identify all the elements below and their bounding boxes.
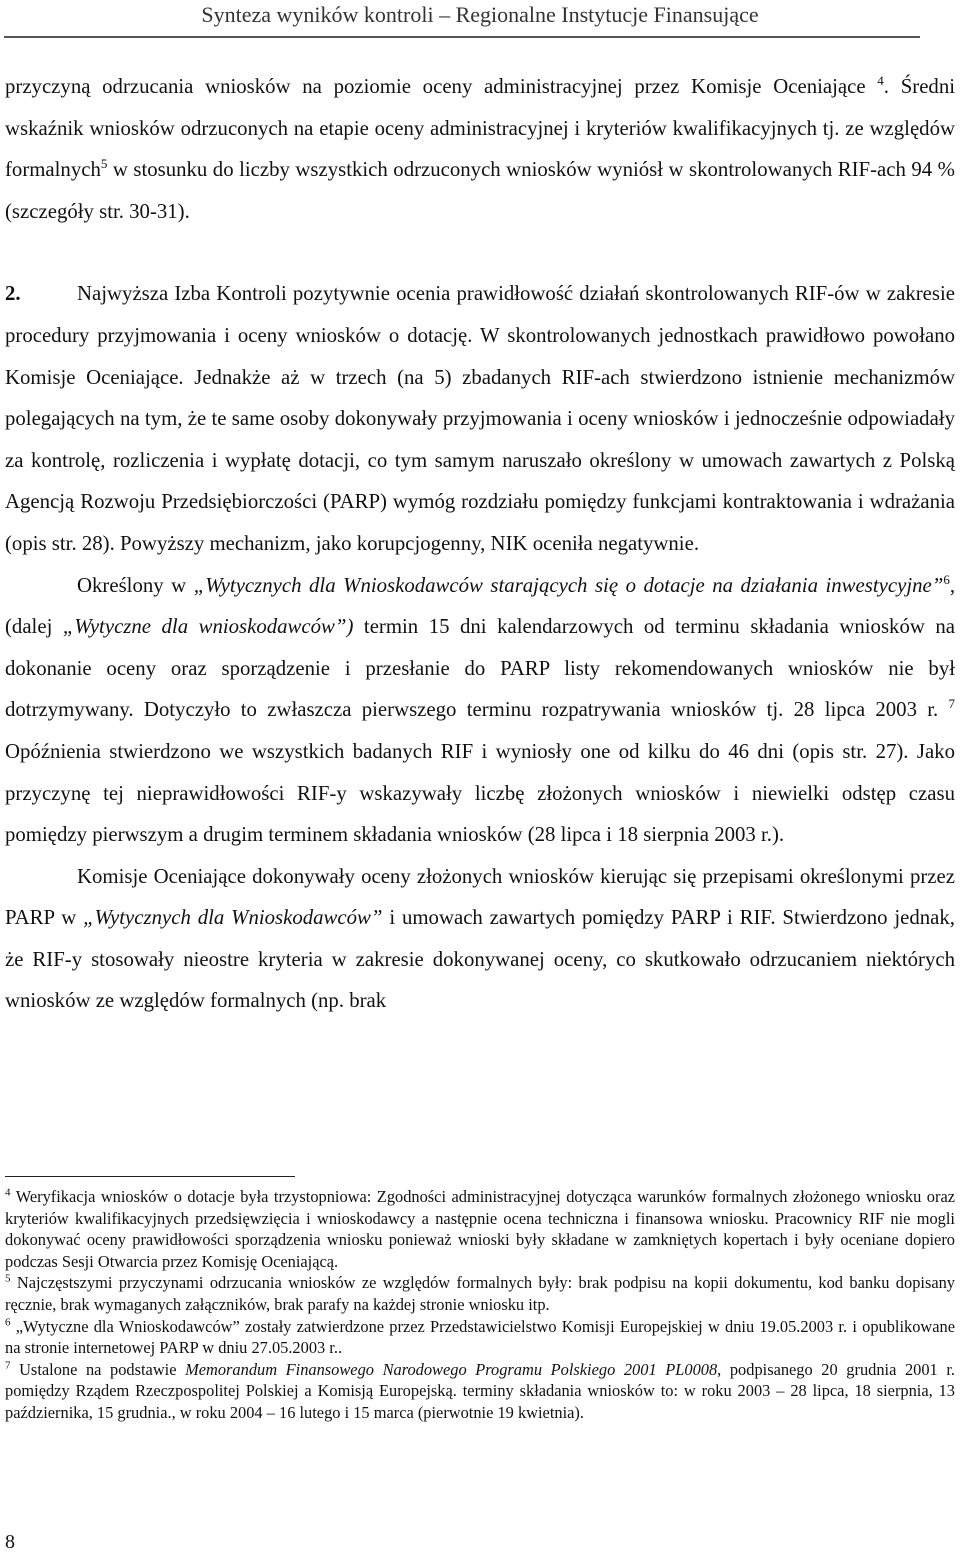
footnote-ref[interactable]: 5	[100, 156, 108, 172]
footnote-4	[5, 1186, 955, 1272]
paragraph-continuation	[5, 66, 955, 232]
footnote-text: , podpisanego 20 grudnia 2001 r. pomiędzy Rządem Rzeczpospolitej Polskiej a Komisją Europejską. terminy składania wniosków to: w roku 2003 – 28 lipca, 18 sierpnia, 13 października, 15 grudnia., w roku 2004 – 16 lutego i 15 marca (pierwotnie 19 kwietnia).	[5, 1359, 955, 1422]
footnote-italic: Memorandum Finansowego Narodowego Programu Polskiego 2001 PL0008	[185, 1359, 718, 1379]
paragraph-number: 2.	[5, 282, 21, 306]
paragraph	[5, 565, 955, 856]
footnote-mark: 6	[5, 1316, 11, 1329]
footnote-text: Weryfikacja wniosków o dotacje była trzystopniowa: Zgodności administracyjnej dotycząca warunków formalnych złożonego wniosku oraz kryteriów kwalifikacyjnych przedsięwzięcia i wnioskodawcy a następnie ocena techniczna i finansowa wniosku. Pracownicy RIF nie mogli dokonywać oceny prawidłowości sporządzenia wniosku ponieważ wnioski były składane w zamkniętych kopertach i były oceniane dopiero podczas Sesji Otwarcia przez Komisję Oceniającą.	[5, 1187, 955, 1271]
body-text	[5, 66, 955, 1022]
text-segment: . Średni wskaźnik wniosków odrzuconych na etapie oceny administracyjnej i kryteriów kwalifikacyjnych tj. ze względów formalnych	[5, 75, 955, 182]
footnote-mark: 7	[5, 1359, 11, 1372]
text-segment: Najwyższa Izba Kontroli pozytywnie ocenia prawidłowość działań skontrolowanych RIF-ów w zakresie procedury przyjmowania i oceny wniosków o dotację. W skontrolowanych jednostkach prawidłowo powołano Komisje Oceniające. Jednakże aż w trzech (na 5) zbadanych RIF-ach stwierdzono istnienie mechanizmów polegających na tym, że te same osoby dokonywały przyjmowania i oceny wniosków i jednocześnie odpowiadały za kontrolę, rozliczenia i wypłatę dotacji, co tym samym naruszało określony w umowach zawartych z Polską Agencją Rozwoju Przedsiębiorczości (PARP) wymóg rozdziału pomiędzy funkcjami kontraktowania i wdrażania (opis str. 28). Powyższy mechanizm, jako korupcjogenny, NIK oceniła negatywnie.	[5, 282, 955, 555]
text-segment: przyczyną odrzucania wniosków na poziomie oceny administracyjnej przez Komisje Oceniające	[5, 75, 878, 98]
text-segment: w stosunku do liczby wszystkich odrzuconych wniosków wyniósł w skontrolowanych RIF-ach 94 % (szczegóły str. 30-31).	[5, 158, 955, 223]
footnote-ref[interactable]: 7	[948, 696, 955, 712]
paragraph-numbered	[5, 273, 955, 564]
text-segment: i umowach zawartych pomiędzy PARP i RIF. Stwierdzono jednak, że RIF-y stosowały nieostre kryteria w zakresie dokonywanej oceny, co skutkowało odrzucaniem niektórych wniosków ze względów formalnych (np. brak	[5, 906, 955, 1013]
footnote-mark: 5	[5, 1272, 11, 1285]
italic-title: „Wytycznych dla Wnioskodawców”	[83, 906, 383, 930]
footnote-6	[5, 1316, 955, 1359]
footnotes	[5, 1186, 955, 1424]
paragraph	[5, 856, 955, 1022]
running-header: Synteza wyników kontroli – Regionalne Instytucje Finansujące	[201, 2, 759, 27]
italic-title: „Wytyczne dla wnioskodawców”)	[62, 615, 354, 639]
text-segment: termin 15 dni kalendarzowych od terminu składania wniosków na dokonanie oceny oraz sporządzenie i przesłanie do PARP listy rekomendowanych wniosków nie był dotrzymywany. Dotyczyło to zwłaszcza pierwszego terminu rozpatrywania wniosków tj. 28 lipca 2003 r.	[5, 615, 955, 722]
italic-title: „Wytycznych dla Wnioskodawców starających się o dotacje na działania inwestycyjne”	[193, 573, 944, 597]
text-segment: Komisje Oceniające dokonywały oceny złożonych wniosków kierując się przepisami określonymi przez PARP w	[5, 864, 955, 930]
text-segment: , (dalej	[5, 573, 956, 639]
text-segment: Opóźnienia stwierdzono we wszystkich badanych RIF i wyniosły one od kilku do 46 dni (opis str. 27). Jako przyczynę tej nieprawidłowości RIF-y wskazywały liczbę złożonych wniosków i niewielki odstęp czasu pomiędzy pierwszym a drugim terminem składania wniosków (28 lipca i 18 sierpnia 2003 r.).	[5, 739, 955, 847]
page-number: 8	[5, 1531, 15, 1553]
footnote-text: Ustalone na podstawie	[10, 1359, 186, 1379]
footnote-text: Najczęstszymi przyczynami odrzucania wniosków ze względów formalnych były: brak podpisu na kopii dokumentu, kod banku dopisany ręcznie, brak wymaganych załączników, brak parafy na każdej stronie wniosku itp.	[5, 1273, 955, 1314]
footnote-text: „Wytyczne dla Wnioskodawców” zostały zatwierdzone przez Przedstawicielstwo Komisji Europejskiej w dniu 19.05.2003 r. i opublikowane na stronie internetowej PARP w dniu 27.05.2003 r..	[5, 1316, 955, 1358]
header-rule	[4, 36, 920, 38]
footnote-7	[5, 1359, 955, 1424]
footnote-ref[interactable]: 4	[877, 73, 884, 89]
text-segment: Określony w	[77, 573, 194, 597]
footnote-separator	[5, 1176, 295, 1177]
footnote-ref[interactable]: 6	[943, 571, 950, 587]
footnote-mark: 4	[5, 1186, 11, 1199]
footnote-5	[5, 1272, 955, 1315]
